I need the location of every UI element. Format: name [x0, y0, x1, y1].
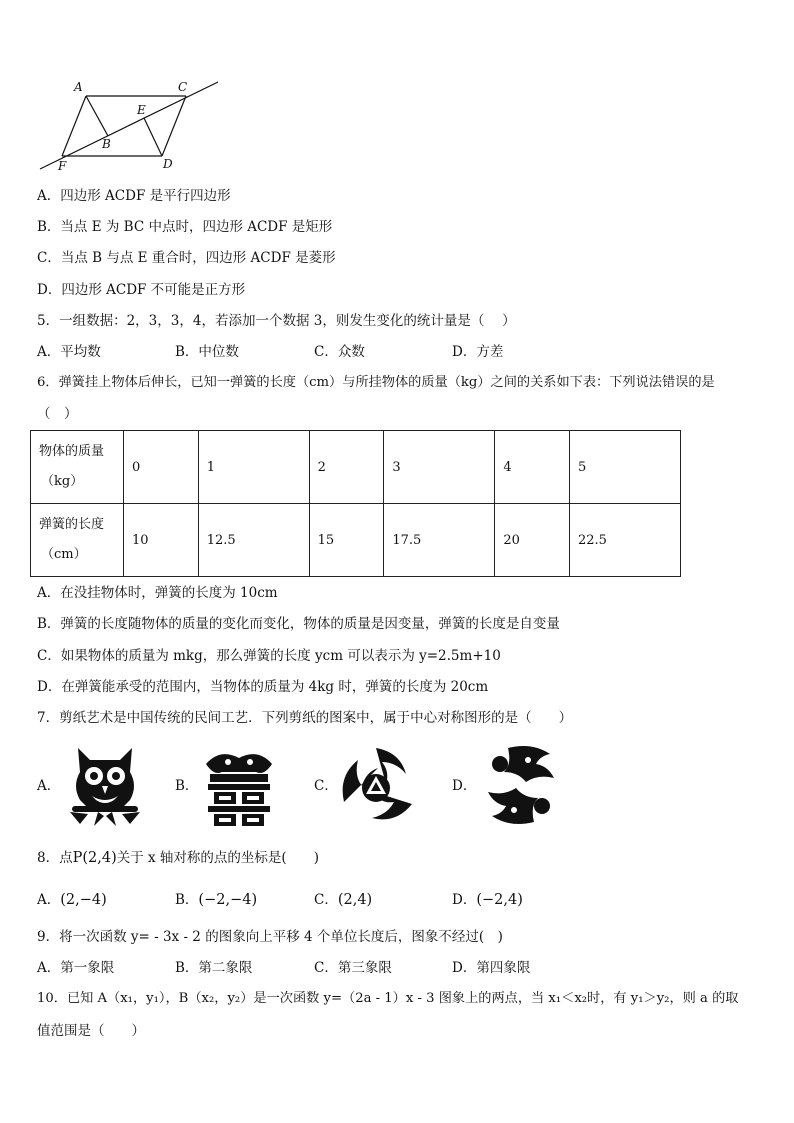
segment-ab: [86, 96, 108, 136]
q6-stem-line2: （ ）: [37, 406, 78, 422]
q4-option-d: D．四边形 ACDF 不可能是正方形: [37, 282, 246, 298]
table-cell: 5: [570, 431, 681, 504]
segment-af: [62, 96, 86, 156]
table-cell: 1: [198, 431, 309, 504]
q9-option-b: B．第二象限: [175, 960, 253, 976]
table-cell: 3: [384, 431, 495, 504]
table-cell: 10: [124, 504, 199, 577]
table-cell: 4: [495, 431, 570, 504]
table-header-mass: 物体的质量 （kg）: [31, 431, 124, 504]
q6-option-b: B．弹簧的长度随物体的质量的变化而变化，物体的质量是因变量，弹簧的长度是自变量: [37, 616, 560, 632]
q5-option-d: D．方差: [452, 344, 504, 360]
label-b: B: [102, 137, 111, 151]
table-cell: 0: [124, 431, 199, 504]
q10-stem-line1: 10．已知 A（x₁，y₁），B（x₂，y₂）是一次函数 y=（2a - 1）x - 3 图象上的两点，当 x₁＜x₂时，有 y₁＞y₂，则 a 的取: [37, 991, 739, 1006]
q8-option-d: D．(−2,4): [452, 892, 523, 908]
label-e: E: [137, 103, 146, 117]
q6-option-c: C．如果物体的质量为 mkg，那么弹簧的长度 ycm 可以表示为 y=2.5m+10: [37, 648, 501, 664]
q5-option-c: C．众数: [314, 344, 365, 360]
q7-option-d-label: D．: [452, 778, 477, 794]
q8-stem: 8．点P(2,4)关于 x 轴对称的点的坐标是( ): [37, 850, 319, 866]
q7-option-b-label: B．: [175, 778, 199, 794]
double-happiness-papercut-image: [200, 746, 278, 828]
segment-ed: [144, 118, 162, 156]
table-cell: 20: [495, 504, 570, 577]
table-cell: 12.5: [198, 504, 309, 577]
q10-stem-line2: 值范围是（ ）: [37, 1023, 145, 1039]
q7-stem: 7．剪纸艺术是中国传统的民间工艺．下列剪纸的图案中，属于中心对称图形的是（ ）: [37, 710, 573, 726]
q5-stem: 5．一组数据：2，3，3，4，若添加一个数据 3，则发生变化的统计量是（ ）: [37, 313, 516, 329]
label-d: D: [163, 157, 173, 171]
q8-option-c: C．(2,4): [314, 892, 373, 908]
q7-option-b-label-wrap: [175, 777, 198, 795]
q8-option-b: B．(−2,−4): [175, 892, 258, 908]
spring-data-table: [30, 430, 681, 577]
table-header-length: 弹簧的长度 （cm）: [31, 504, 124, 577]
q7-option-c-label: C．: [314, 778, 338, 794]
q9-stem: 9．将一次函数 y= - 3x - 2 的图象向上平移 4 个单位长度后，图象不经过( ): [37, 929, 503, 945]
q6-option-d: D．在弹簧能承受的范围内，当物体的质量为 4kg 时，弹簧的长度为 20cm: [37, 679, 489, 695]
q6-option-a: A．在没挂物体时，弹簧的长度为 10cm: [37, 585, 278, 601]
q4-option-c: C．当点 B 与点 E 重合时，四边形 ACDF 是菱形: [37, 250, 336, 266]
q9-option-d: D．第四象限: [452, 960, 531, 976]
q8-option-a: A．(2,−4): [37, 892, 107, 908]
q4-option-b: B．当点 E 为 BC 中点时，四边形 ACDF 是矩形: [37, 219, 333, 235]
table-row: [31, 431, 681, 504]
q4-option-a: A．四边形 ACDF 是平行四边形: [37, 188, 231, 204]
q7-option-d-label-wrap: [452, 777, 476, 795]
label-a: A: [74, 80, 83, 94]
label-f: F: [58, 159, 67, 173]
q7-option-c-label-wrap: [314, 777, 338, 795]
table-cell: 22.5: [570, 504, 681, 577]
q8-point: P(2,4): [72, 850, 117, 866]
table-cell: 2: [309, 431, 384, 504]
label-c: C: [178, 80, 188, 94]
owl-papercut-image: [64, 742, 146, 828]
table-cell: 17.5: [384, 504, 495, 577]
double-bird-papercut-image: [478, 742, 564, 828]
q6-stem-line1: 6．弹簧挂上物体后伸长，已知一弹簧的长度（cm）与所挂物体的质量（kg）之间的关系如下表：下列说法错误的是: [37, 375, 715, 390]
q9-option-c: C．第三象限: [314, 960, 392, 976]
q5-option-b: B．中位数: [175, 344, 239, 360]
q7-option-a-label: A．: [37, 778, 61, 794]
triple-fish-papercut-image: [336, 744, 416, 826]
segment-cd: [162, 96, 186, 156]
parallelogram-figure: [30, 76, 230, 176]
table-cell: 15: [309, 504, 384, 577]
q9-option-a: A．第一象限: [37, 960, 115, 976]
q5-option-a: A．平均数: [37, 344, 101, 360]
table-row: [31, 504, 681, 577]
